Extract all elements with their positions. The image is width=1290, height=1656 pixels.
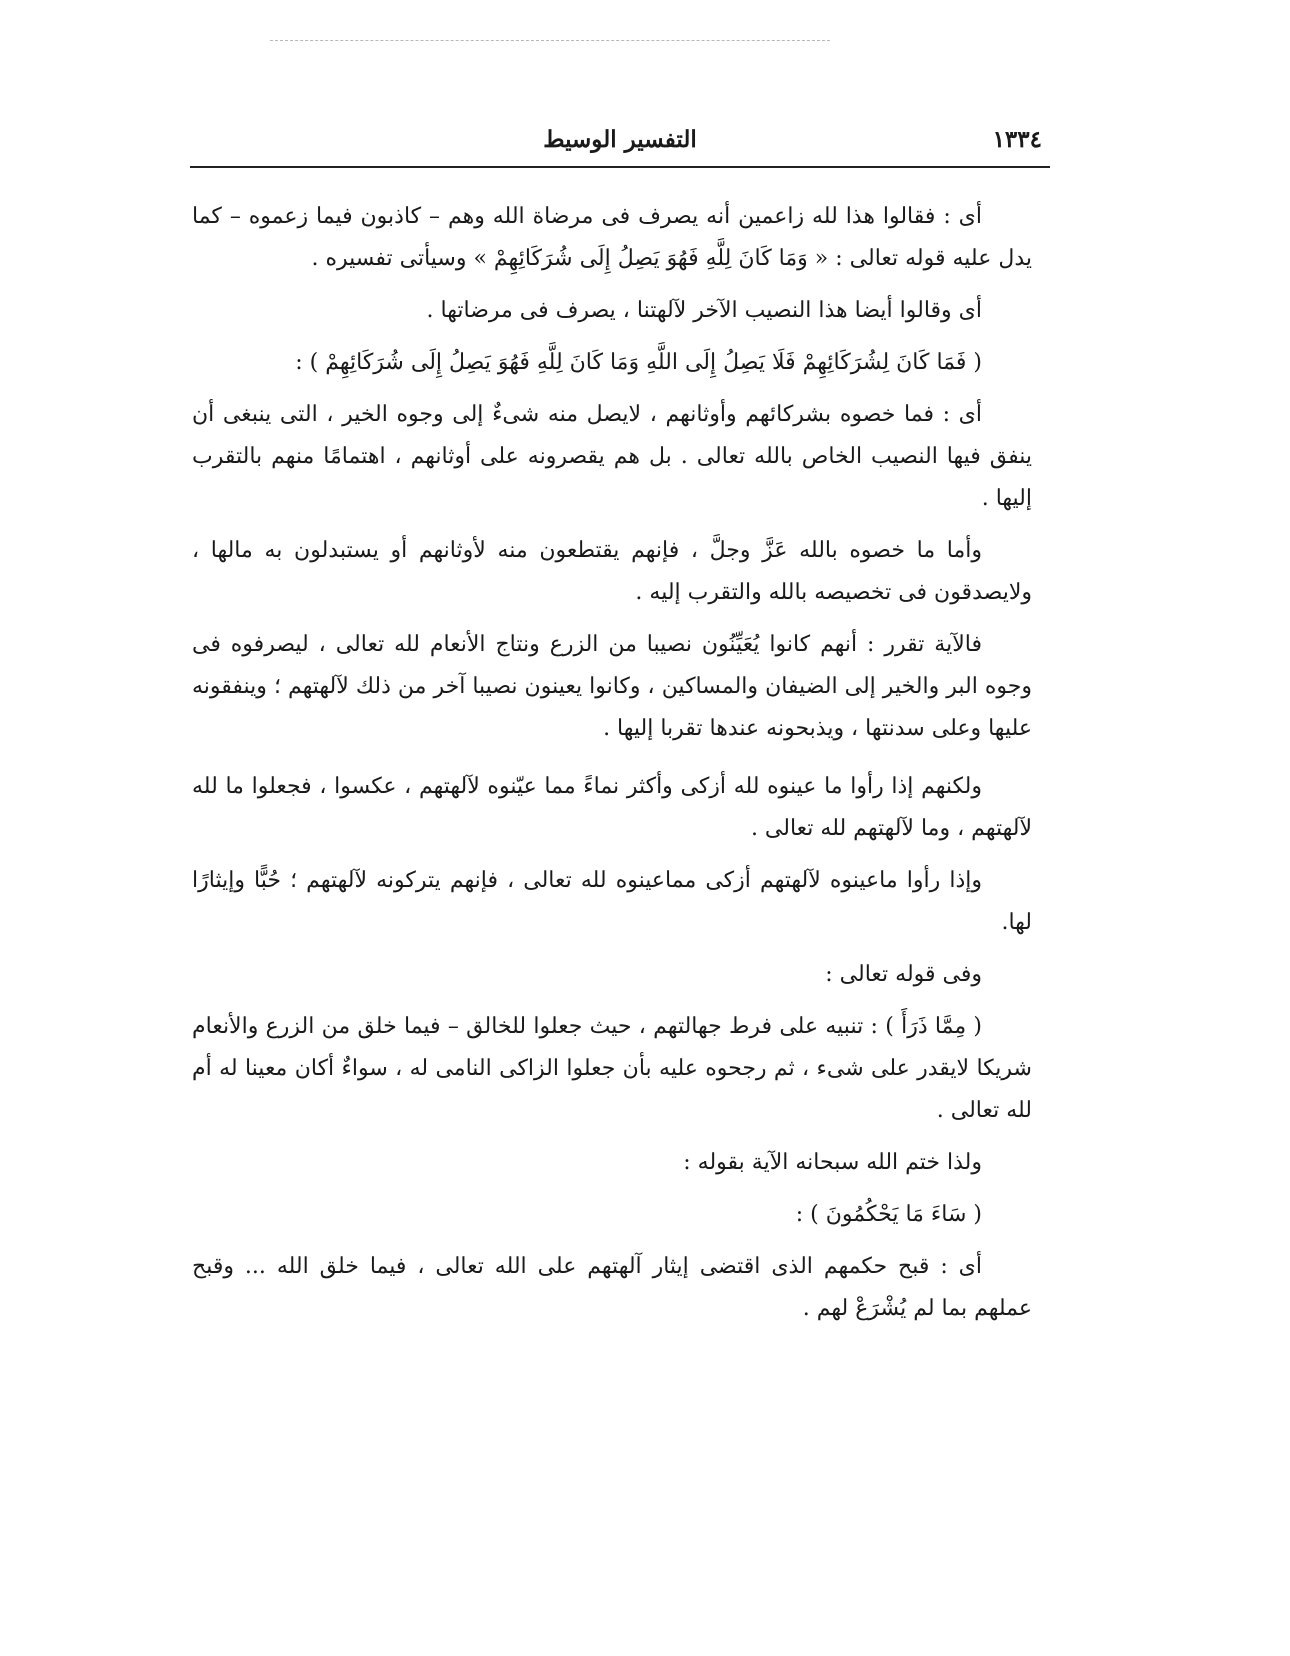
paragraph-6: فالآية تقرر : أنهم كانوا يُعَيِّنُون نصيبا من الزرع ونتاج الأنعام لله تعالى ، ليصرفوه فى وجوه البر والخير إلى الضيفان والمساكين ، وكانوا يعينون نصيبا آخر من ذلك لآلهتهم ؛ وينفقونه عليها وعلى سدنتها ، ويذبحونه عندها تقربا إليها .: [192, 632, 1032, 741]
body-text: [192, 196, 1032, 1340]
running-header: [190, 118, 1050, 166]
paragraph-13: أى : قبح حكمهم الذى اقتضى إيثار آلهتهم على الله تعالى ، فيما خلق الله ... وقبح عملهم بما لم يُشْرَعْ لهم .: [192, 1254, 1032, 1321]
paragraph-5: وأما ما خصوه بالله عَزَّ وجلَّ ، فإنهم يقتطعون منه لأوثانهم أو يستبدلون به مالها ، ولايصدقون فى تخصيصه بالله والتقرب إليه .: [192, 538, 1032, 605]
paragraph-4: أى : فما خصوه بشركائهم وأوثانهم ، لايصل منه شىءٌ إلى وجوه الخير ، التى ينبغى أن ينفق فيها النصيب الخاص بالله تعالى . بل هم يقصرونه على أوثانهم ، اهتمامًا منهم بالتقرب إليها .: [192, 402, 1032, 511]
paragraph-10: ( مِمَّا ذَرَأَ ) : تنبيه على فرط جهالتهم ، حيث جعلوا للخالق – فيما خلق من الزرع والأنعام شريكا لايقدر على شىء ، ثم رجحوه عليه بأن جعلوا الزاكى النامى له ، سواءٌ أكان معينا له أم لله تعالى .: [192, 1014, 1032, 1123]
paragraph-1: أى : فقالوا هذا لله زاعمين أنه يصرف فى مرضاة الله وهم – كاذبون فيما زعموه – كما يدل عليه قوله تعالى : « وَمَا كَانَ لِلَّهِ فَهُوَ يَصِلُ إِلَى شُرَكَائِهِمْ » وسيأتى تفسيره .: [192, 204, 1032, 271]
quran-verse-quote: ( فَمَا كَانَ لِشُرَكَائِهِمْ فَلَا يَصِلُ إِلَى اللَّهِ وَمَا كَانَ لِلَّهِ فَهُوَ يَصِلُ إِلَى شُرَكَائِهِمْ ) :: [295, 350, 982, 375]
scan-edge-line: [270, 40, 830, 41]
paragraph-11: ولذا ختم الله سبحانه الآية بقوله :: [683, 1150, 982, 1175]
paragraph-8: وإذا رأوا ماعينوه لآلهتهم أزكى مماعينوه لله تعالى ، فإنهم يتركونه لآلهتهم ؛ حُبًّا وإيثارًا لها.: [192, 868, 1032, 935]
paragraph-7: ولكنهم إذا رأوا ما عينوه لله أزكى وأكثر نماءً مما عيّنوه لآلهتهم ، عكسوا ، فجعلوا ما لله لآلهتهم ، وما لآلهتهم لله تعالى .: [192, 774, 1032, 841]
paragraph-2: أى وقالوا أيضا هذا النصيب الآخر لآلهتنا ، يصرف فى مرضاتها .: [426, 298, 982, 323]
quran-verse-quote-2: ( سَاءَ مَا يَحْكُمُونَ ) :: [795, 1202, 982, 1227]
running-header-title: التفسير الوسيط: [543, 126, 697, 153]
paragraph-9: وفى قوله تعالى :: [825, 962, 982, 987]
page-number: ١٣٣٤: [992, 126, 1042, 153]
header-rule: [190, 166, 1050, 168]
